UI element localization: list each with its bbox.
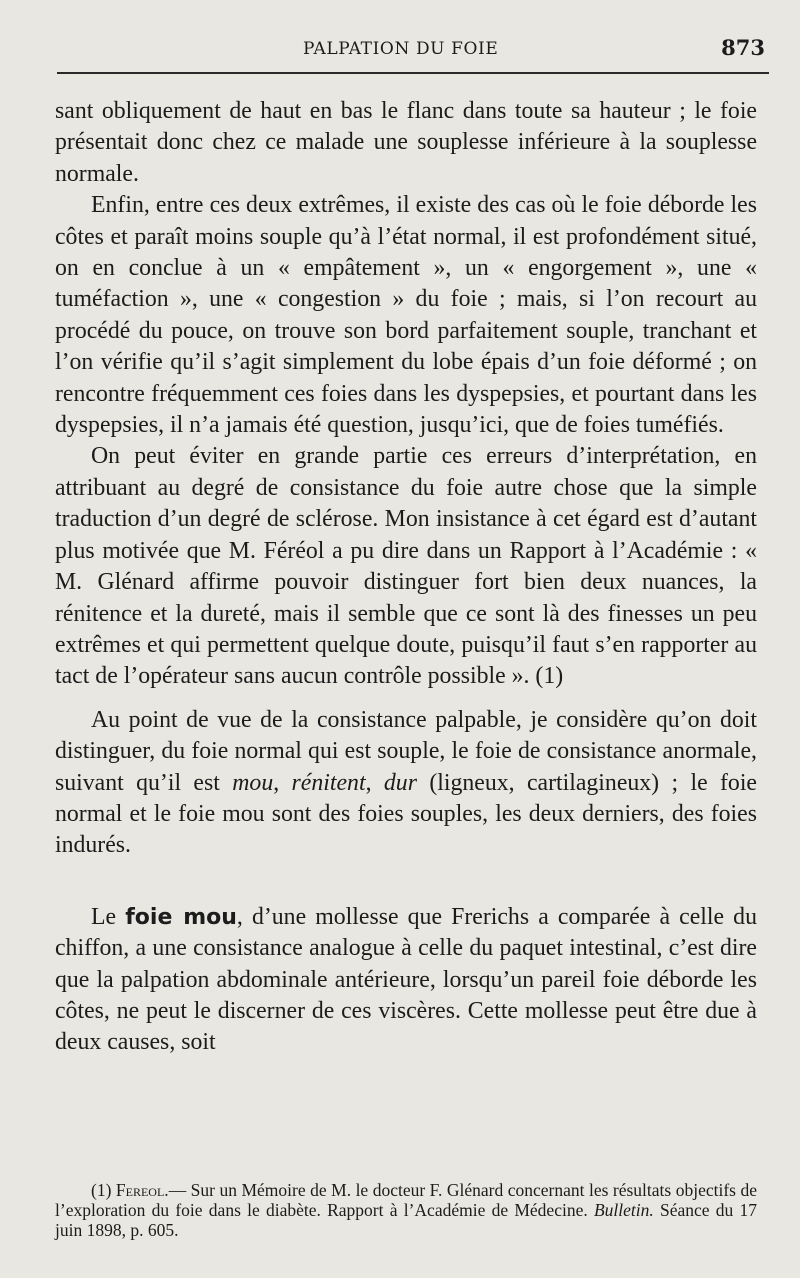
running-title: PALPATION DU FOIE — [303, 39, 499, 59]
paragraph-5-text-a: Le — [91, 903, 126, 930]
term-foie-mou: foie mou — [125, 904, 237, 930]
body-text — [55, 96, 757, 1059]
page-number: 873 — [721, 35, 765, 60]
paragraph-4-text-b: (ligneux, cartilagineux) ; le foie normal et le foie mou sont des foies souples, les deux derniers, des foies indurés. — [55, 769, 757, 859]
footnote-journal: Bulletin. — [593, 1200, 654, 1220]
paragraph-3: On peut éviter en grande partie ces erreurs d’interprétation, en attribuant au degré de consistance du foie autre chose que la simple traduction d’un degré de sclérose. Mon insistance à cet égard est d’autant plus motivée que M. Féréol a pu dire dans un Rapport à l’Académie : « M. Glénard affirme pouvoir distinguer fort bien deux nuances, la rénitence et la dureté, mais il semble que ce sont là des finesses un peu extrêmes et qui permettent quelque doute, puisqu’il faut s’en rapporter au tact de l’opérateur sans aucun contrôle possible ». (1) — [55, 443, 757, 690]
paragraph-5 — [55, 902, 757, 1059]
page-header — [57, 35, 769, 63]
term-mou: mou — [232, 769, 274, 796]
footnote-text-a: — Sur un Mémoire de M. le docteur F. Glénard concernant les résultats objectifs de l’exploration du foie dans le diabète. Rapport à l’Académie de Médecine. — [55, 1180, 757, 1220]
header-rule — [57, 72, 769, 74]
paragraph-1: sant obliquement de haut en bas le flanc dans toute sa hauteur ; le foie présentait donc chez ce malade une souplesse inférieure à la souplesse normale. — [55, 98, 757, 187]
footnote-text-b: Séance du 17 juin 1898, p. 605. — [55, 1200, 757, 1240]
term-renitent: rénitent — [291, 769, 366, 796]
paragraph-5-text-b: , d’une mollesse que Frerichs a comparée à celle du chiffon, a une consistance analogue à celle du paquet intestinal, c’est dire que la palpation abdominale antérieure, lorsqu’un pareil foie déborde les côtes, ne peut le discerner de ces viscères. Cette mollesse peut être due à deux causes, soit — [55, 903, 757, 1056]
paragraph-4 — [55, 705, 757, 862]
paragraph-2: Enfin, entre ces deux extrêmes, il existe des cas où le foie déborde les côtes et paraît moins souple qu’à l’état normal, il est profondément situé, on en conclue à un « empâtement », un « engorgement », une « tuméfaction », une « congestion » du foie ; mais, si l’on recourt au procédé du pouce, on trouve son bord parfaitement souple, tranchant et l’on vérifie qu’il s’agit simplement du lobe épais d’un foie déformé ; on rencontre fréquemment ces foies dans les dyspepsies, et pourtant dans les dyspepsies, il n’a jamais été question, jusqu’ici, que de foies tuméfiés. — [55, 192, 757, 439]
paragraph-4-sep-2: , — [365, 769, 384, 796]
paragraph-4-text-a: Au point de vue de la consistance palpable, je considère qu’on doit distinguer, du foie normal qui est souple, le foie de consistance anormale, suivant qu’il est — [55, 706, 757, 796]
term-dur: dur — [383, 769, 417, 796]
footnote — [55, 1180, 757, 1240]
paragraph-4-sep-1: , — [273, 769, 292, 796]
footnote-author: Fereol. — [115, 1180, 169, 1200]
footnote-marker: (1) — [91, 1180, 116, 1200]
footnote-1 — [55, 1180, 757, 1240]
